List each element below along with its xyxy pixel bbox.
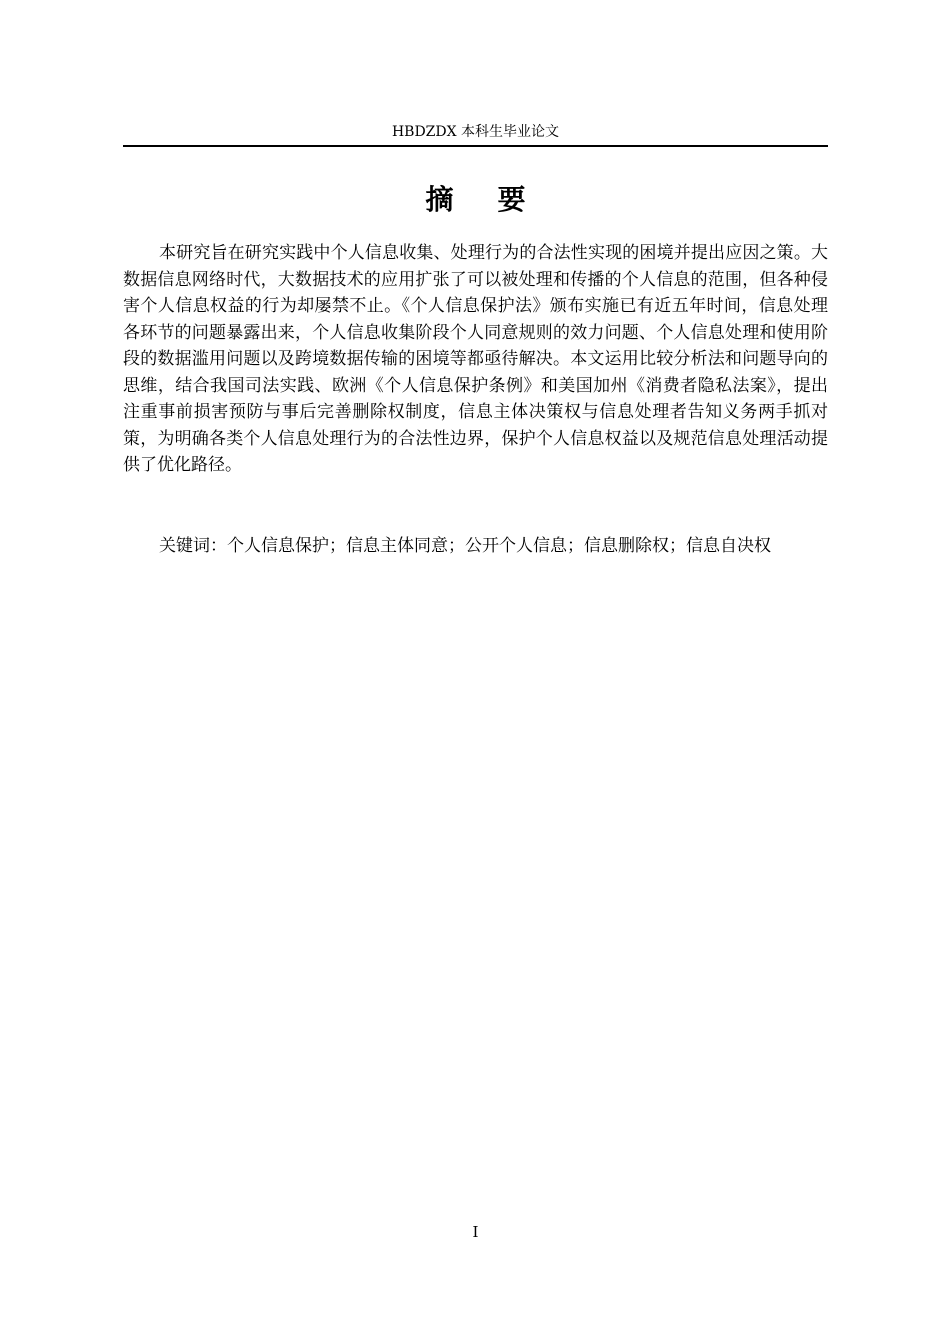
page-number: I: [472, 1223, 479, 1241]
abstract-title: [123, 182, 828, 218]
abstract-title-char-1: 摘: [425, 183, 454, 216]
header-rule: [123, 145, 828, 147]
keywords-paragraph: 关键词：个人信息保护；信息主体同意；公开个人信息；信息删除权；信息自决权: [159, 536, 771, 556]
abstract-body-paragraph: 本研究旨在研究实践中个人信息收集、处理行为的合法性实现的困境并提出应因之策。大数据信息网络时代，大数据技术的应用扩张了可以被处理和传播的个人信息的范围，但各种侵害个人信息权益的行为却屡禁不止。《个人信息保护法》颁布实施已有近五年时间，信息处理各环节的问题暴露出来，个人信息收集阶段个人同意规则的效力问题、个人信息处理和使用阶段的数据滥用问题以及跨境数据传输的困境等都亟待解决。本文运用比较分析法和问题导向的思维，结合我国司法实践、欧洲《个人信息保护条例》和美国加州《消费者隐私法案》，提出注重事前损害预防与事后完善删除权制度，信息主体决策权与信息处理者告知义务两手抓对策，为明确各类个人信息处理行为的合法性边界，保护个人信息权益以及规范信息处理活动提供了优化路径。: [123, 243, 828, 475]
abstract-title-char-2: 要: [497, 183, 526, 216]
running-header-title: HBDZDX 本科生毕业论文: [391, 124, 560, 140]
